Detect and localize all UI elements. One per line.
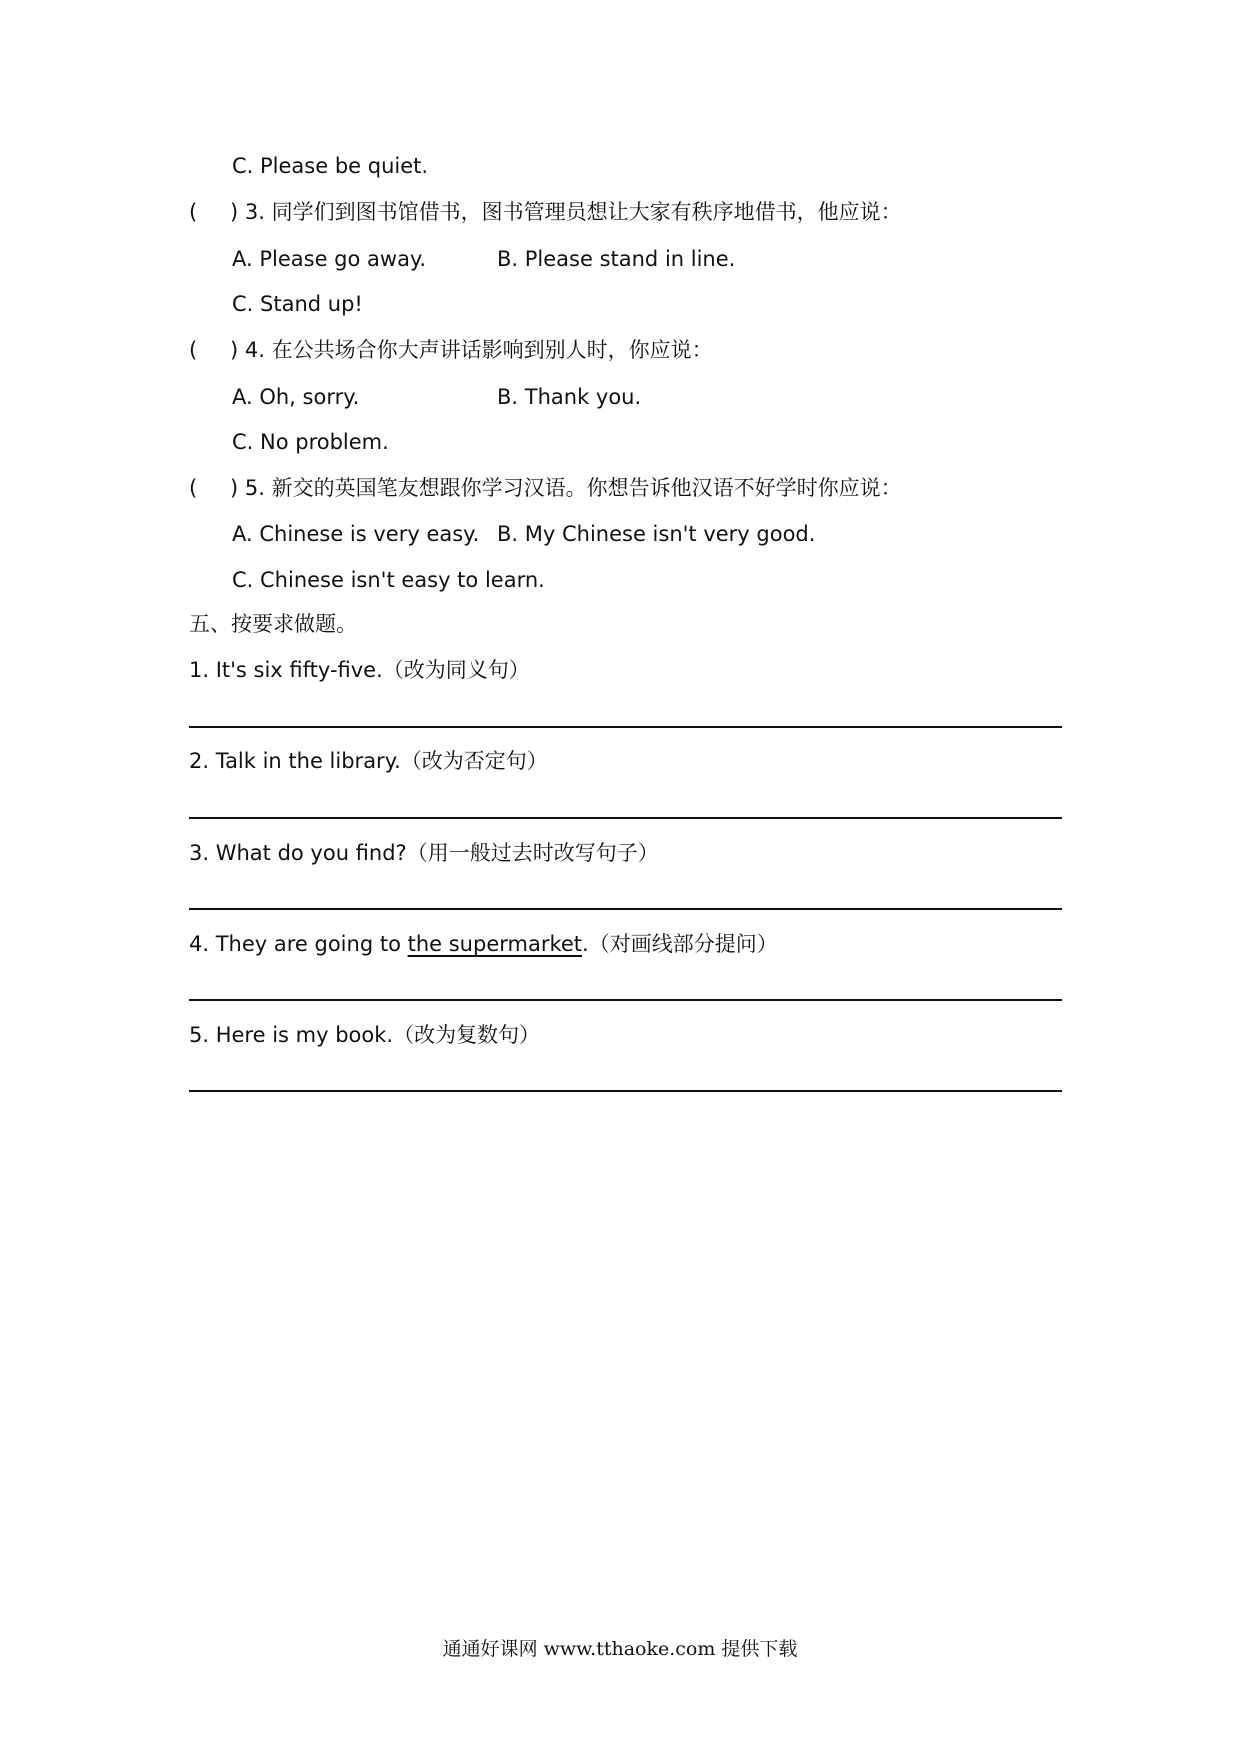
- task-4-underlined-phrase: the supermarket: [407, 932, 583, 956]
- q3-answer-paren: (: [189, 200, 198, 224]
- page-footer: 通通好课网 www.tthaoke.com 提供下载: [442, 1638, 798, 1660]
- q4-option-b: B. Thank you.: [497, 385, 642, 409]
- task-5-prompt: 5. Here is my book.（改为复数句）: [189, 1023, 541, 1047]
- q5-option-a: A. Chinese is very easy.: [232, 522, 480, 546]
- q5-option-b: B. My Chinese isn't very good.: [497, 522, 816, 546]
- task-3-answer-line[interactable]: [189, 908, 1062, 910]
- task-1-prompt: 1. It's six fifty-five.（改为同义句）: [189, 658, 530, 682]
- task-3-prompt: 3. What do you find?（用一般过去时改写句子）: [189, 841, 659, 865]
- task-4-prompt: [189, 930, 778, 958]
- q4-answer-paren: (: [189, 338, 198, 362]
- q3-stem: ) 3. 同学们到图书馆借书，图书管理员想让大家有秩序地借书，他应说：: [230, 200, 902, 224]
- task-4-prefix: 4. They are going to: [189, 932, 408, 956]
- q4-stem: ) 4. 在公共场合你大声讲话影响到别人时，你应说：: [230, 338, 713, 362]
- task-5-answer-line[interactable]: [189, 1090, 1062, 1092]
- task-2-prompt: 2. Talk in the library.（改为否定句）: [189, 749, 548, 773]
- q3-option-a: A. Please go away.: [232, 247, 427, 271]
- q2-option-c: C. Please be quiet.: [232, 154, 429, 178]
- q4-option-c: C. No problem.: [232, 430, 389, 454]
- q4-option-a: A. Oh, sorry.: [232, 385, 360, 409]
- q5-stem: ) 5. 新交的英国笔友想跟你学习汉语。你想告诉他汉语不好学时你应说：: [230, 476, 902, 500]
- q5-option-c: C. Chinese isn't easy to learn.: [232, 568, 545, 592]
- task-4-answer-line[interactable]: [189, 999, 1062, 1001]
- q3-option-b: B. Please stand in line.: [497, 247, 736, 271]
- task-4-suffix: .（对画线部分提问）: [582, 932, 778, 956]
- q5-answer-paren: (: [189, 476, 198, 500]
- task-1-answer-line[interactable]: [189, 726, 1062, 728]
- q3-option-c: C. Stand up!: [232, 292, 363, 316]
- task-2-answer-line[interactable]: [189, 817, 1062, 819]
- section-heading: 五、按要求做题。: [189, 612, 357, 636]
